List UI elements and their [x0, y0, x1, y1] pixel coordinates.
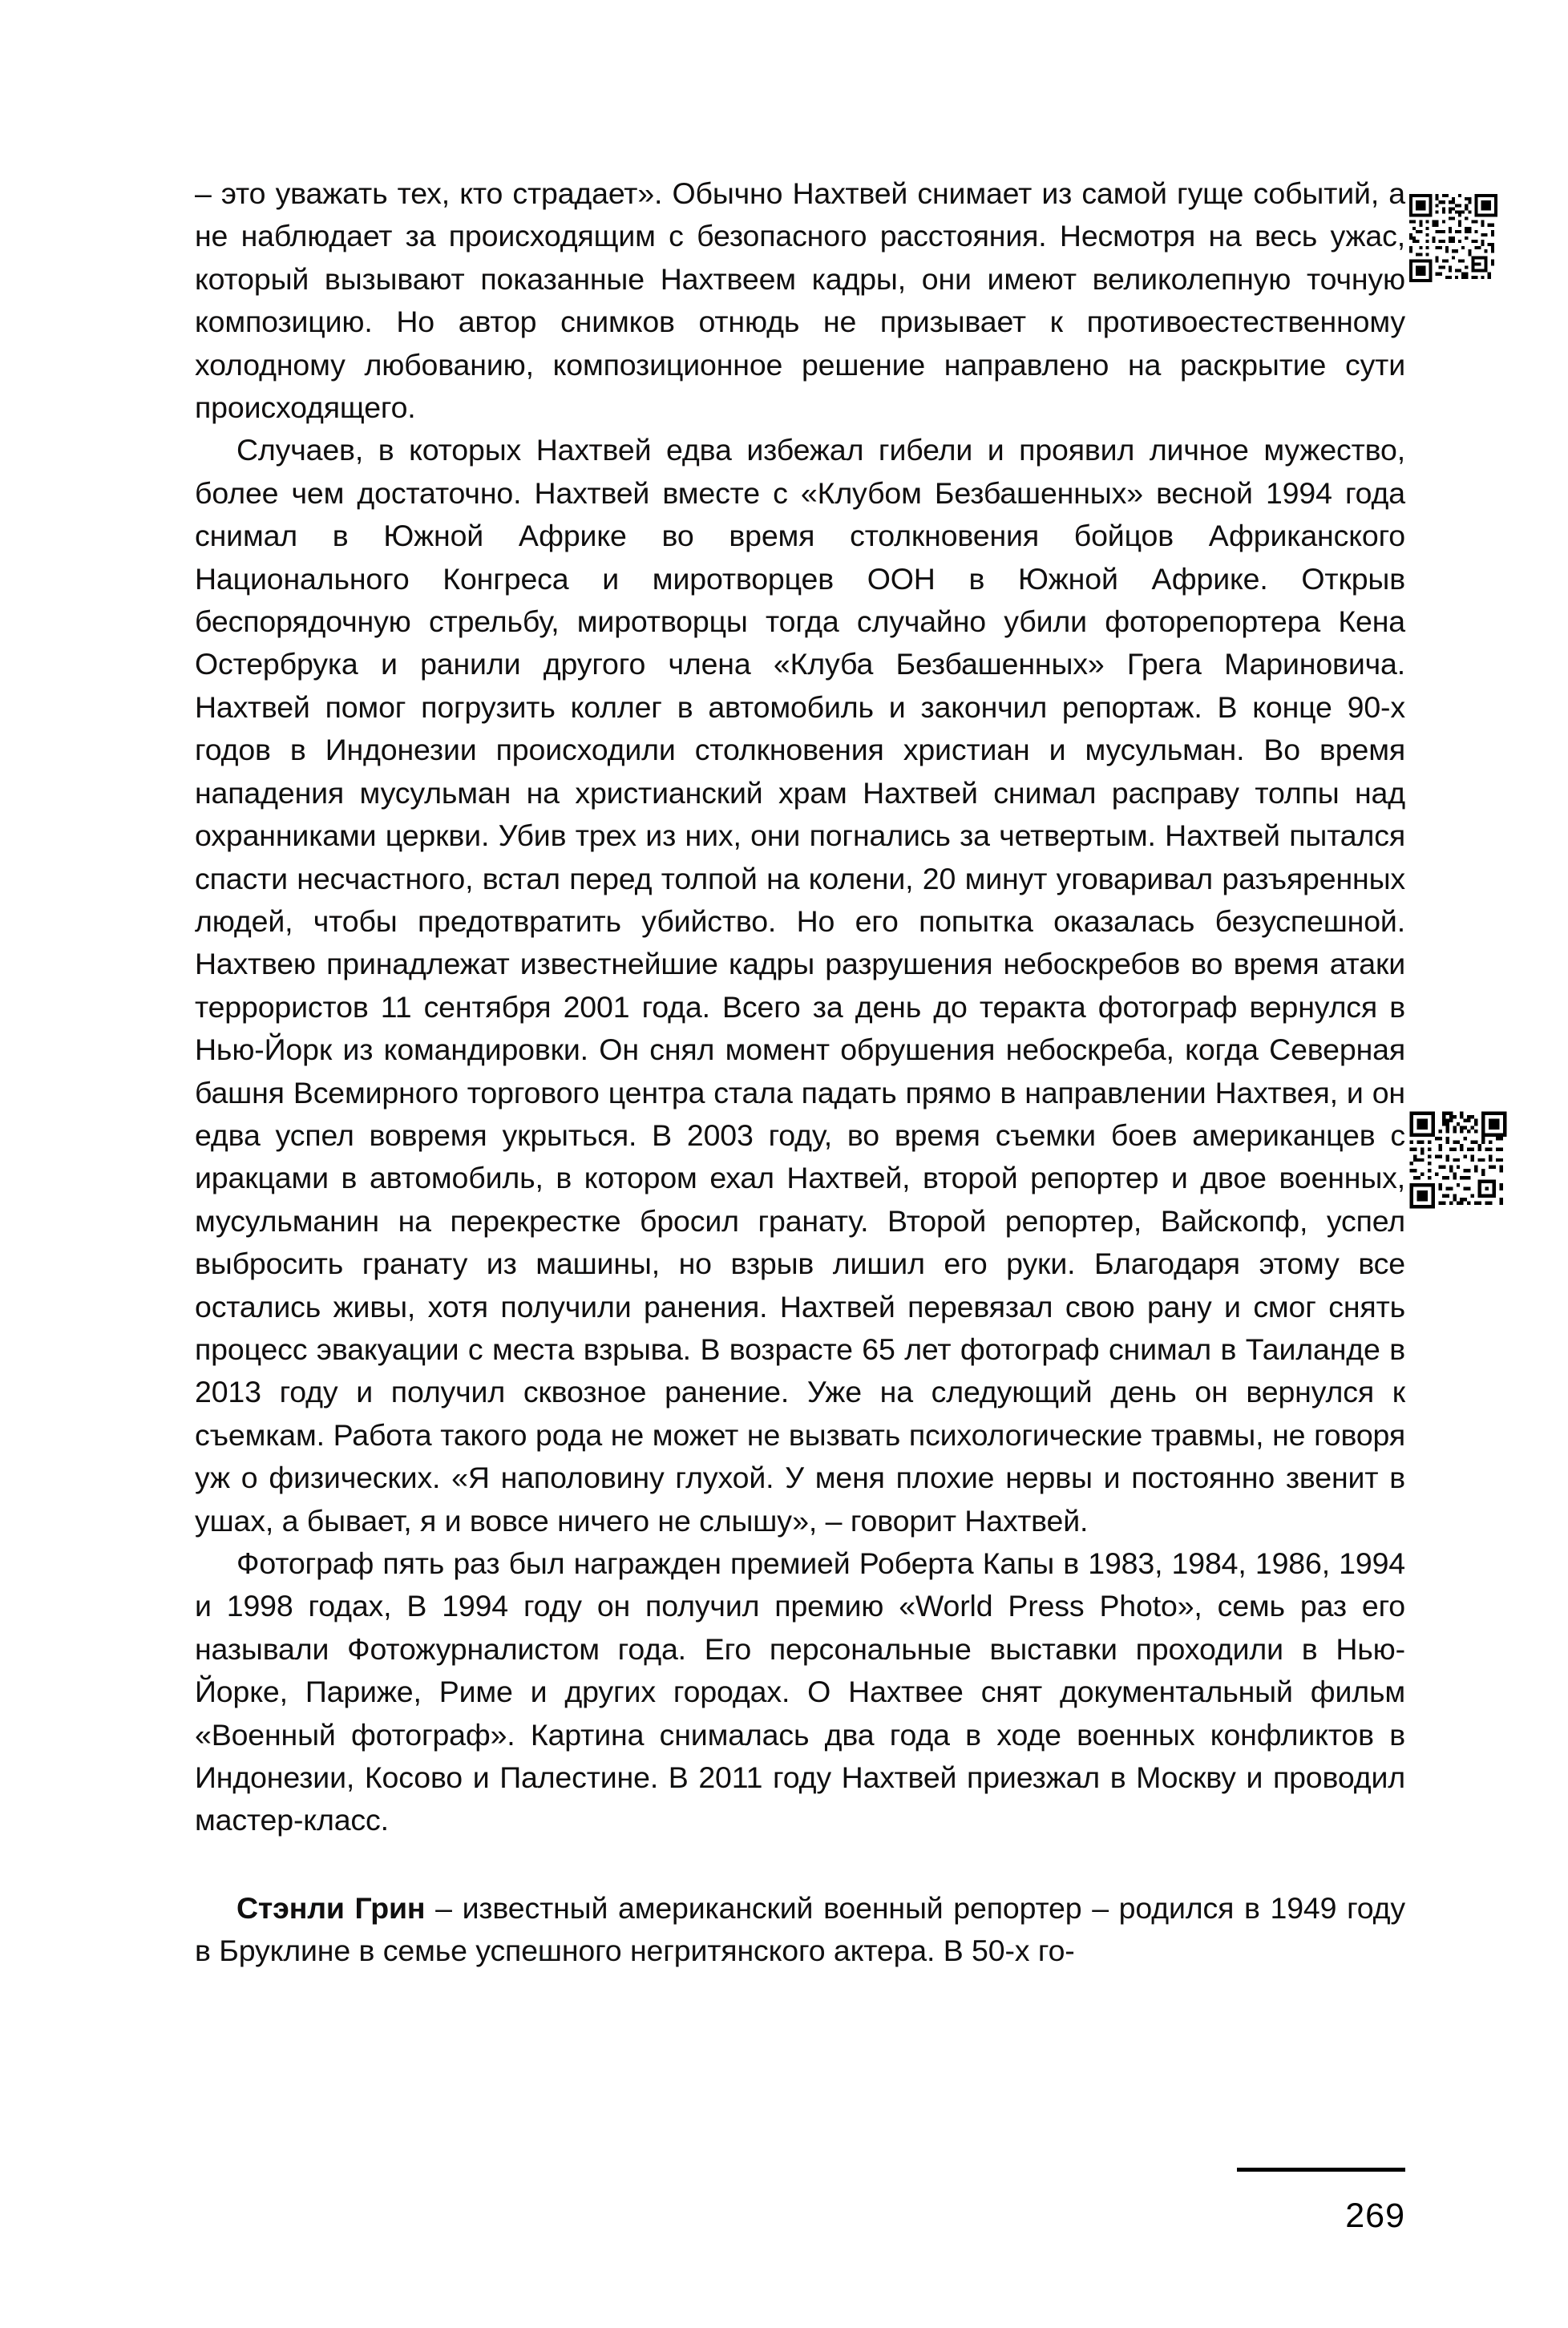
- qr-code-bottom[interactable]: [1406, 1108, 1510, 1212]
- paragraph-3: Фотограф пять раз был награжден премией Роберта Капы в 1983, 1984, 1986, 1994 и 1998 годах, В 1994 году он получил премию «World Press Photo», семь раз его называли Фотожурналистом года. Его персональные выставки проходили в Нью-Йорке, Париже, Риме и других городах. О Нахтвее снят документальный фильм «Военный фотограф». Картина снималась два года в ходе военных конфликтов в Индонезии, Косово и Палестине. В 2011 году Нахтвей приезжал в Москву и проводил мастер-класс.: [195, 1546, 1405, 1837]
- qr-code-top[interactable]: [1406, 191, 1501, 285]
- text-column: [195, 172, 1405, 1973]
- paragraph-2: Случаев, в которых Нахтвей едва избежал гибели и проявил личное мужество, более чем достаточно. Нахтвей вместе с «Клубом Безбашенных» весной 1994 года снимал в Южной Африке во время столкновения бойцов Африканского Национального Конгреса и миротворцев ООН в Южной Африке. Открыв беспорядочную стрельбу, миротворцы тогда случайно убили фоторепортера Кена Остербрука и ранили другого члена «Клуба Безбашенных» Грега Мариновича. Нахтвей помог погрузить коллег в автомобиль и закончил репортаж. В конце 90-х годов в Индонезии происходили столкновения христиан и мусульман. Во время нападения мусульман на христианский храм Нахтвей снимал расправу толпы над охранниками церкви. Убив трех из них, они погнались за четвертым. Нахтвей пытался спасти несчастного, встал перед толпой на колени, 20 минут уговаривал разъяренных людей, чтобы предотвратить убийство. Но его попытка оказалась безуспешной. Нахтвею принадлежат известнейшие кадры разрушения небоскребов во время атаки террористов 11 сентября 2001 года. Всего за день до теракта фотограф вернулся в Нью-Йорк из командировки. Он снял момент обрушения небоскреба, когда Северная башня Всемирного торгового центра стала падать прямо в направлении Нахтвея, и он едва успел вовремя укрыться. В 2003 году, во время съемки боев американцев с иракцами в автомобиль, в котором ехал Нахтвей, второй репортер и двое военных, мусульманин на перекрестке бросил гранату. Второй репортер, Вайскопф, успел выбросить гранату из машины, но взрыв лишил его руки. Благодаря этому все остались живы, хотя получили ранения. Нахтвей перевязал свою рану и смог снять процесс эвакуации с места взрыва. В возрасте 65 лет фотограф снимал в Таиланде в 2013 году и получил сквозное ранение. Уже на следующий день он вернулся к съемкам. Работа такого рода не может не вызвать психологические травмы, не говоря уж о физических. «Я наполовину глухой. У меня плохие нервы и постоянно звенит в ушах, а бывает, я и вовсе ничего не слышу», – говорит Нахтвей.: [195, 433, 1405, 1538]
- footer-rule: [1237, 2168, 1405, 2172]
- paragraph-4: [195, 1887, 1405, 1973]
- paragraph-1: – это уважать тех, кто страдает». Обычно Нахтвей снимает из самой гуще событий, а не наблюдает за происходящим с безопасного расстояния. Несмотря на весь ужас, который вызывают показанные Нахтвеем кадры, они имеют великолепную точную композицию. Но автор снимков отнюдь не призывает к противоестественному холодному любованию, композиционное решение направлено на раскрытие сути происходящего.: [195, 176, 1405, 425]
- page-number: 269: [1345, 2197, 1405, 2235]
- page-footer: [1197, 2168, 1405, 2233]
- paragraph-4-rest: – известный американский военный репортер – родился в 1949 году в Бруклине в семье успешного негритянского актера. В 50-х го-: [195, 1890, 1406, 1968]
- subject-name: Стэнли Грин: [236, 1890, 426, 1925]
